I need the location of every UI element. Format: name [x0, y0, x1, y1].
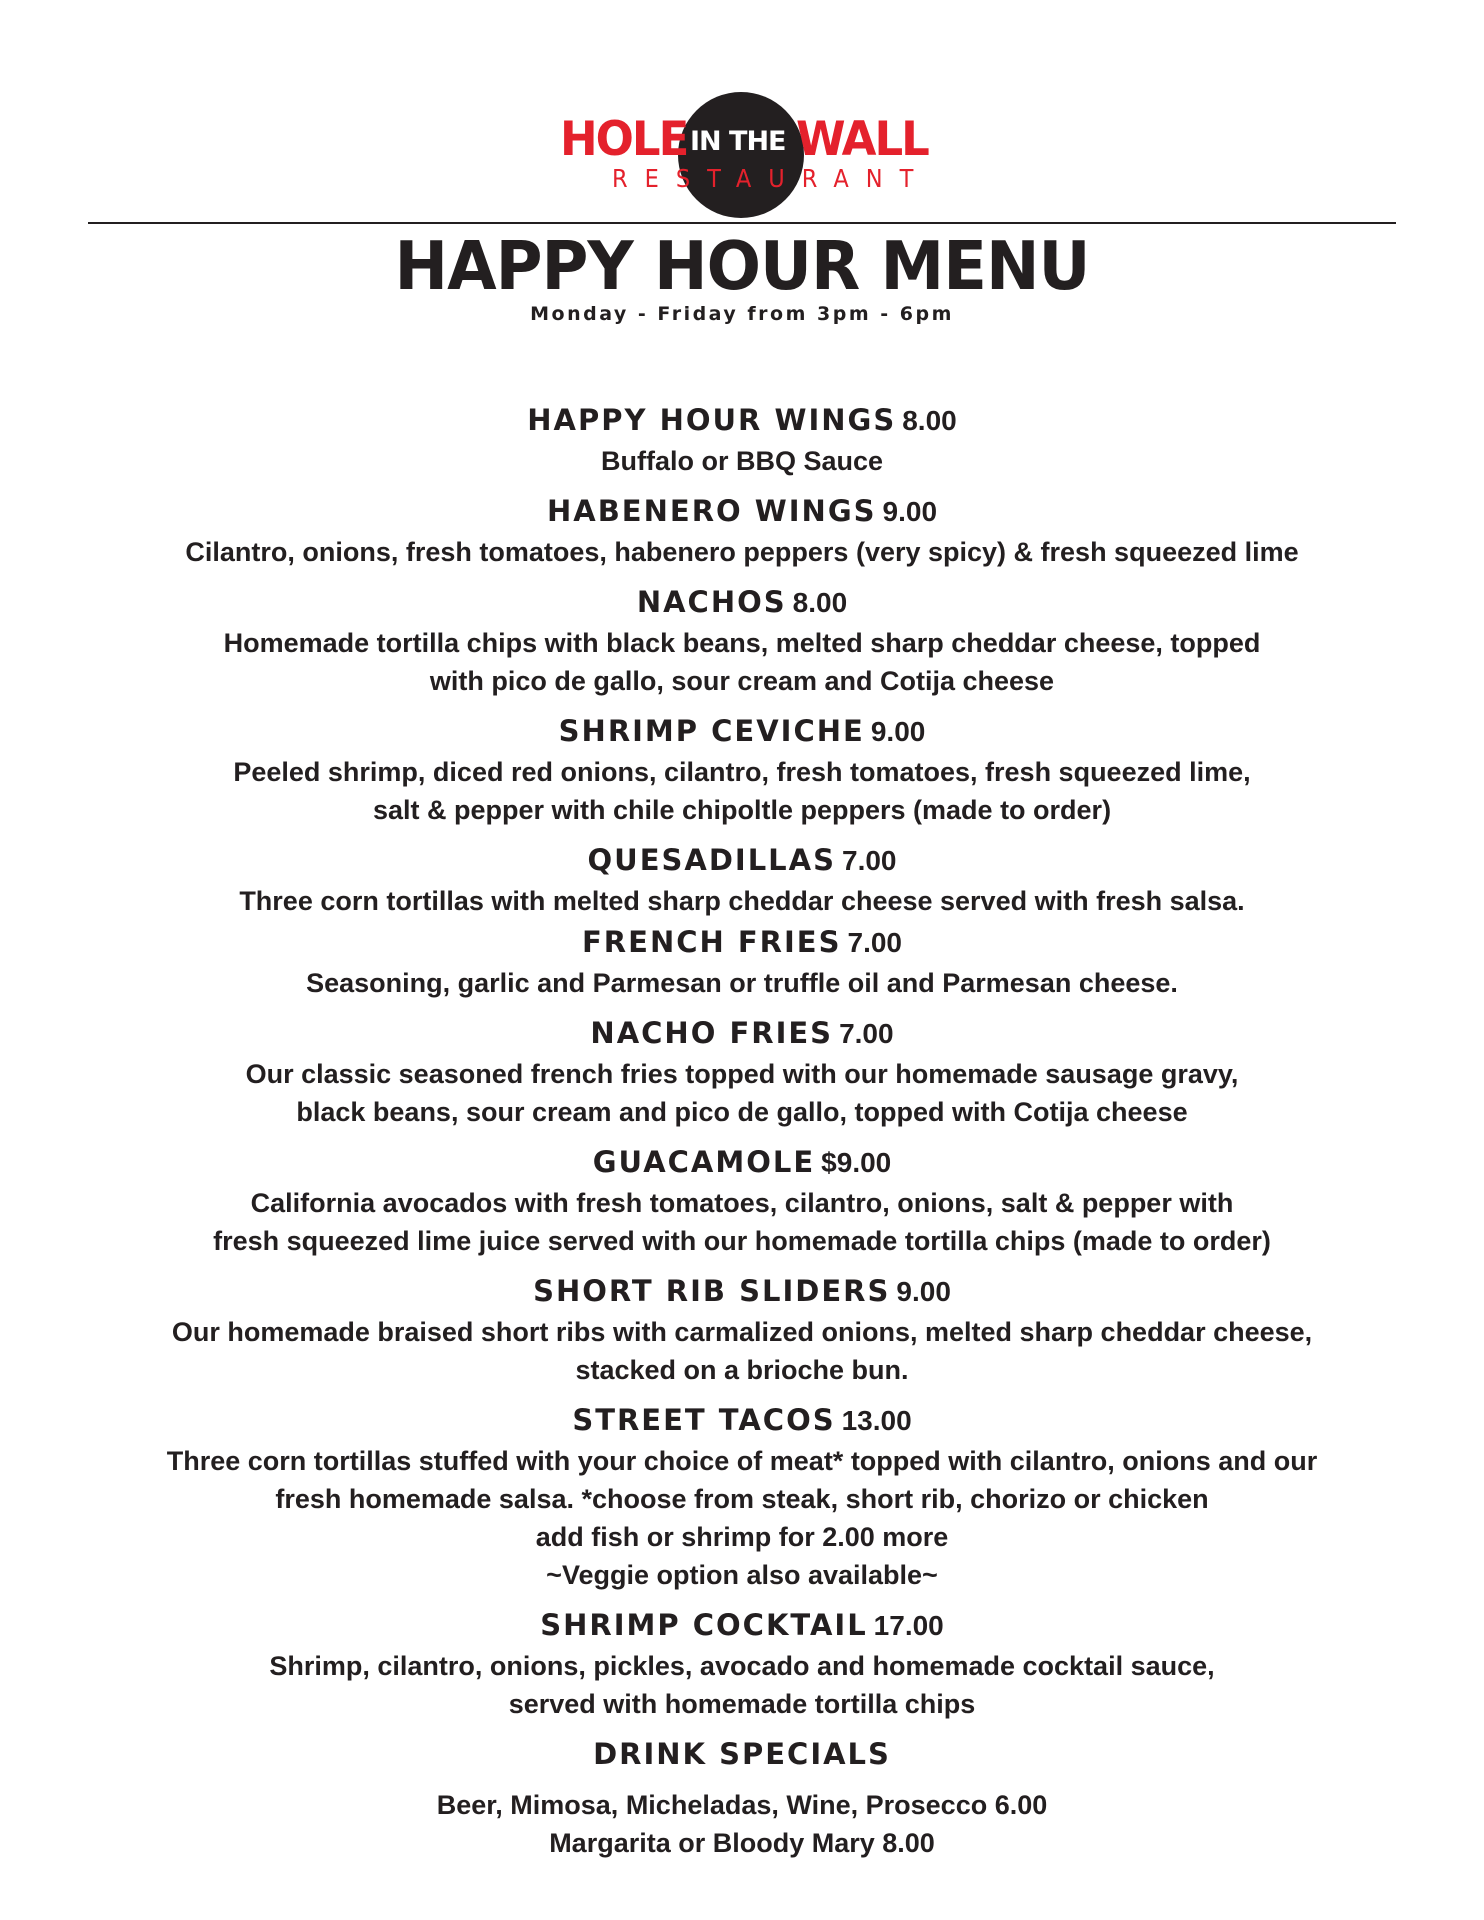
menu-item-description-line: add fish or shrimp for 2.00 more	[535, 1522, 949, 1552]
menu-item-description	[0, 1647, 1484, 1723]
logo-wall-text: WALL	[796, 110, 928, 167]
menu-item-heading	[0, 838, 1484, 882]
menu-item-name: QUESADILLAS	[587, 843, 836, 877]
menu-item-description-line: Buffalo or BBQ Sauce	[600, 446, 884, 476]
menu-item-price: 9.00	[896, 1276, 951, 1307]
menu-item-description	[0, 533, 1484, 571]
menu-item-heading	[0, 1732, 1484, 1776]
page-subtitle: Monday - Friday from 3pm - 6pm	[530, 303, 954, 325]
menu-item-heading	[0, 1011, 1484, 1055]
menu-item-description-line: Our homemade braised short ribs with carmalized onions, melted sharp cheddar cheese,	[171, 1317, 1313, 1347]
menu-item-description	[0, 1786, 1484, 1862]
menu-item-heading	[0, 1140, 1484, 1184]
menu-item-price: 8.00	[902, 405, 957, 436]
menu-item-description-line: black beans, sour cream and pico de gallo, topped with Cotija cheese	[296, 1097, 1188, 1127]
menu-item	[0, 1398, 1484, 1603]
menu-item-name: SHORT RIB SLIDERS	[533, 1274, 891, 1308]
menu-item-description-line: served with homemade tortilla chips	[508, 1689, 976, 1719]
menu-item-description-line: with pico de gallo, sour cream and Cotija cheese	[429, 666, 1055, 696]
menu-item-name: NACHOS	[636, 585, 787, 619]
menu-item	[0, 1269, 1484, 1398]
menu-item-description	[0, 1055, 1484, 1131]
menu-item-description-line: stacked on a brioche bun.	[575, 1355, 909, 1385]
menu-item-description-line: fresh homemade salsa. *choose from steak, short rib, chorizo or chicken	[275, 1484, 1209, 1514]
menu-item-description	[0, 1184, 1484, 1260]
menu-item-price: 7.00	[842, 845, 897, 876]
menu-item	[0, 580, 1484, 709]
menu-item-description	[0, 442, 1484, 480]
menu-item	[0, 1011, 1484, 1140]
menu-item-heading	[0, 489, 1484, 533]
page-title: HAPPY HOUR MENU	[394, 228, 1090, 306]
menu-item-price: 9.00	[882, 496, 938, 527]
menu-item-price: $9.00	[821, 1147, 892, 1178]
menu-item	[0, 1140, 1484, 1269]
menu-item-name: GUACAMOLE	[592, 1145, 816, 1179]
menu-item-name: FRENCH FRIES	[582, 925, 842, 959]
menu-item-heading	[0, 709, 1484, 753]
menu-item-description-line: fresh squeezed lime juice served with our homemade tortilla chips (made to order)	[213, 1226, 1271, 1256]
logo-restaurant-text: RESTAURANT	[612, 164, 931, 193]
menu-item	[0, 1603, 1484, 1732]
menu-item-description-line: Shrimp, cilantro, onions, pickles, avocado and homemade cocktail sauce,	[269, 1651, 1215, 1681]
menu-item-description	[0, 1442, 1484, 1594]
logo-in-the-text: IN THE	[690, 126, 786, 157]
logo-hole-text: HOLE	[560, 110, 688, 167]
menu-item-description-line: Beer, Mimosa, Micheladas, Wine, Prosecco 6.00	[436, 1790, 1048, 1820]
menu-item	[0, 838, 1484, 920]
header-divider	[88, 222, 1396, 224]
menu-item-description	[0, 964, 1484, 1002]
menu-item-price: 13.00	[841, 1405, 912, 1436]
menu-item-description	[0, 624, 1484, 700]
menu-item-name: SHRIMP COCKTAIL	[540, 1608, 868, 1642]
menu-item-name: SHRIMP CEVICHE	[558, 714, 865, 748]
menu-item-heading	[0, 1269, 1484, 1313]
menu-item-description	[0, 753, 1484, 829]
menu-item-price: 17.00	[873, 1610, 944, 1641]
menu-item-description-line: Peeled shrimp, diced red onions, cilantro, fresh tomatoes, fresh squeezed lime,	[233, 757, 1251, 787]
menu-item-price: 9.00	[870, 716, 926, 747]
menu-item-price: 7.00	[839, 1018, 894, 1049]
menu-item-heading	[0, 580, 1484, 624]
menu-item-description-line: Seasoning, garlic and Parmesan or truffle oil and Parmesan cheese.	[306, 968, 1178, 998]
menu-item	[0, 489, 1484, 580]
menu-item	[0, 709, 1484, 838]
menu-item-name: NACHO FRIES	[590, 1016, 834, 1050]
menu-item-heading	[0, 1603, 1484, 1647]
menu-item-description-line: Our classic seasoned french fries topped with our homemade sausage gravy,	[245, 1059, 1239, 1089]
menu-item-name: DRINK SPECIALS	[593, 1737, 891, 1771]
menu-item-name: STREET TACOS	[572, 1403, 836, 1437]
menu-item-description-line: Margarita or Bloody Mary 8.00	[549, 1828, 935, 1858]
menu-item-price: 7.00	[847, 927, 902, 958]
menu-item-description	[0, 1313, 1484, 1389]
menu-item-description-line: salt & pepper with chile chipoltle peppers (made to order)	[372, 795, 1112, 825]
menu-item-description-line: California avocados with fresh tomatoes, cilantro, onions, salt & pepper with	[250, 1188, 1234, 1218]
menu-item	[0, 1732, 1484, 1871]
menu-item-price: 8.00	[792, 587, 848, 618]
menu-item-description-line: Three corn tortillas with melted sharp cheddar cheese served with fresh salsa.	[239, 886, 1245, 916]
menu-item-description	[0, 882, 1484, 920]
menu-item-heading	[0, 920, 1484, 964]
menu-list	[0, 398, 1484, 1871]
menu-item-description-line: Homemade tortilla chips with black beans, melted sharp cheddar cheese, topped	[223, 628, 1261, 658]
menu-item-name: HABENERO WINGS	[546, 494, 877, 528]
menu-item-name: HAPPY HOUR WINGS	[527, 403, 897, 437]
menu-item-description-line: Three corn tortillas stuffed with your choice of meat* topped with cilantro, onions and our	[166, 1446, 1318, 1476]
menu-item-heading	[0, 398, 1484, 442]
menu-item	[0, 920, 1484, 1011]
menu-item	[0, 398, 1484, 489]
menu-item-description-line: ~Veggie option also available~	[546, 1560, 938, 1590]
restaurant-logo	[0, 92, 1484, 220]
menu-item-heading	[0, 1398, 1484, 1442]
menu-item-description-line: Cilantro, onions, fresh tomatoes, habenero peppers (very spicy) & fresh squeezed lime	[185, 537, 1299, 567]
